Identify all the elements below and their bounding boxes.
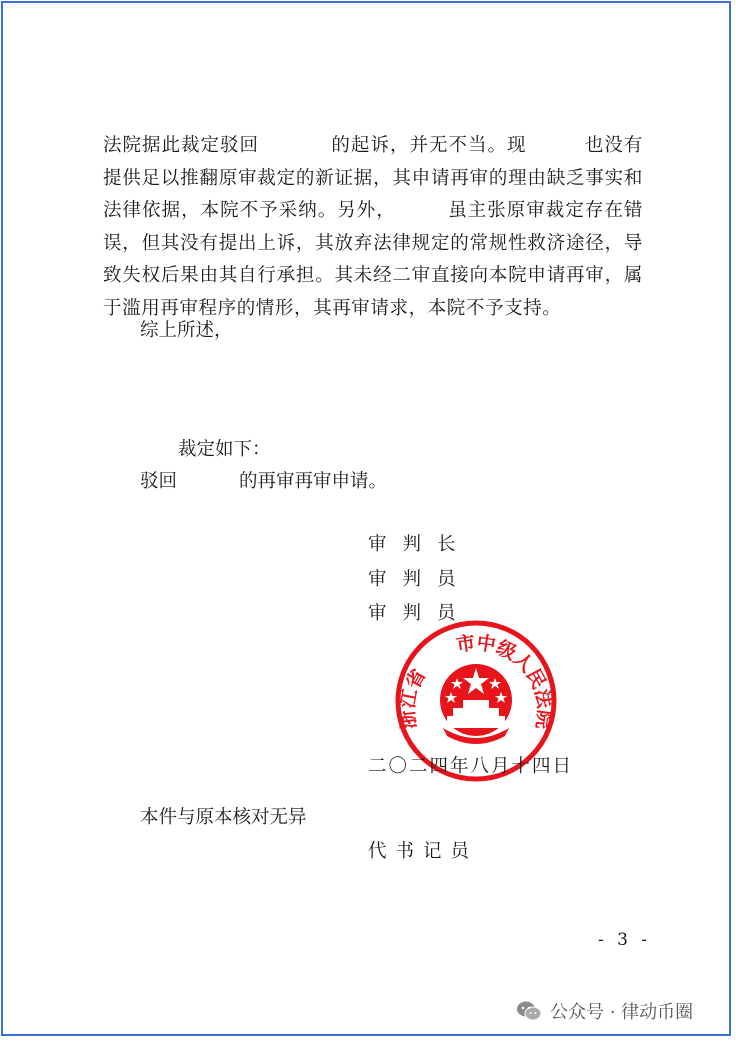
summary-line: 综上所述， [140, 320, 233, 341]
verification-note: 本件与原本核对无异 [140, 807, 307, 828]
reasoning-paragraph [103, 130, 643, 325]
ruling-line [140, 467, 387, 493]
watermark-text: 公众号 · 律动币圈 [550, 1002, 694, 1023]
national-emblem-icon [440, 664, 512, 744]
clerk-label: 代书记员 [368, 841, 479, 862]
reasoning-text-2: 的起诉，并无不当。现 [331, 135, 527, 156]
wechat-icon [516, 1000, 542, 1022]
seal-text: 浙江省 市中级人民法院 [396, 631, 556, 731]
page-number: - 3 - [598, 930, 652, 950]
ruling-text-1: 驳回 [140, 471, 178, 492]
reasoning-text-4: 虽主张原审裁定存在错误，但其没有提出上诉，其放弃法律规定的常规性救济途径，导致失权后果由其自行承担。其未经二审直接向本院申请再审，属于滥用再审程序的情形，其再审请求，本院不予支持。 [103, 200, 643, 319]
judge-label-2: 审判员 [368, 603, 472, 624]
ruling-text-2: 的再审再审申请。 [239, 471, 388, 492]
watermark [516, 998, 693, 1024]
ruling-intro: 裁定如下： [178, 439, 271, 460]
judge-label-1: 审判员 [368, 569, 472, 590]
reasoning-text-3: 也没有提供足以推翻原审裁定的新证据，其申请再审的理由缺乏事实和法律依据，本院不予采纳。另外， [103, 135, 643, 221]
reasoning-text-1: 法院据此裁定驳回 [103, 135, 260, 156]
ruling-date: 二〇二四年八月十四日 [368, 756, 574, 777]
chief-judge-label: 审判长 [368, 534, 472, 555]
